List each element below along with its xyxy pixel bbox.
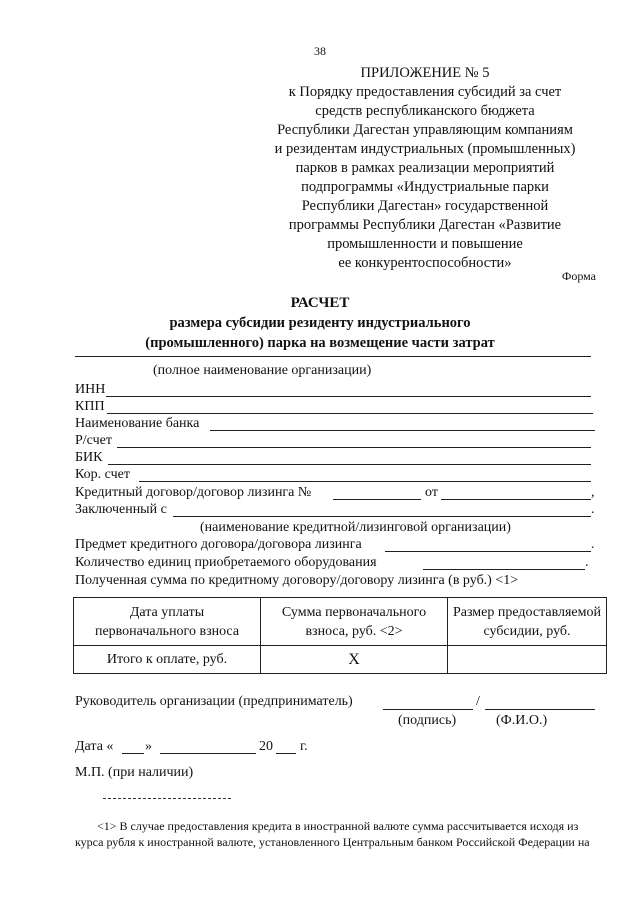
signature-slash: / — [476, 694, 480, 709]
kpp-input-line[interactable] — [107, 413, 593, 414]
kpp-field[interactable] — [75, 398, 595, 415]
table-header-row — [74, 598, 607, 646]
received-sum-label: Полученная сумма по кредитному договору/договору лизинга (в руб.) <1> — [75, 573, 519, 588]
date-year-line[interactable] — [276, 753, 296, 754]
ks-input-line[interactable] — [139, 481, 591, 482]
appendix-line: Республики Дагестан управляющим компаниям — [277, 122, 573, 138]
appendix-line: промышленности и повышение — [327, 236, 523, 252]
date-close-quote: » — [145, 739, 152, 754]
concluded-label: Заключенный с — [75, 502, 167, 517]
footnote-line: <1> В случае предоставления кредита в иностранной валюте сумма рассчитывается исходя из — [97, 819, 579, 833]
inn-label: ИНН — [75, 382, 106, 397]
form-label: Форма — [561, 269, 596, 283]
comma: , — [591, 485, 595, 500]
inn-field[interactable] — [75, 381, 595, 398]
calculation-table — [73, 597, 607, 674]
header-cell: Размер предоставляемой субсидии, руб. — [448, 598, 607, 646]
appendix-line: ПРИЛОЖЕНИЕ № 5 — [360, 65, 490, 81]
appendix-line: и резидентам индустриальных (промышленных) — [274, 141, 576, 157]
credit-number-line[interactable] — [333, 499, 421, 500]
title-line-1: РАСЧЕТ — [290, 295, 350, 311]
stamp-label: М.П. (при наличии) — [75, 765, 194, 780]
concluded-input-line[interactable] — [173, 516, 591, 517]
inn-input-line[interactable] — [106, 396, 591, 397]
table-row — [74, 646, 607, 674]
name-caption: (Ф.И.О.) — [496, 713, 548, 728]
title-line-2: размера субсидии резиденту индустриального — [169, 315, 471, 331]
signature-line[interactable] — [383, 709, 473, 710]
total-label-cell: Итого к оплате, руб. — [74, 646, 261, 674]
name-line[interactable] — [485, 709, 595, 710]
rs-input-line[interactable] — [117, 447, 591, 448]
quantity-label: Количество единиц приобретаемого оборудования — [75, 555, 377, 570]
bik-field[interactable] — [75, 449, 595, 466]
document-title — [0, 293, 640, 353]
bank-label: Наименование банка — [75, 416, 200, 431]
credit-contract-label: Кредитный договор/договор лизинга № — [75, 485, 312, 500]
sign-caption: (подпись) — [398, 713, 457, 728]
date-year-prefix: 20 — [259, 739, 273, 754]
bik-label: БИК — [75, 450, 103, 465]
subsidy-amount-cell[interactable] — [448, 646, 607, 674]
date-label: Дата « — [75, 739, 114, 754]
credit-from-label: от — [425, 485, 438, 500]
rs-label: Р/счет — [75, 433, 112, 448]
org-name-caption: (полное наименование организации) — [153, 363, 372, 378]
appendix-line: парков в рамках реализации мероприятий — [295, 160, 555, 176]
subject-label: Предмет кредитного договора/договора лизинга — [75, 537, 362, 552]
bank-input-line[interactable] — [210, 430, 595, 431]
date-year-suffix: г. — [300, 739, 308, 754]
rs-field[interactable] — [75, 432, 595, 449]
kpp-label: КПП — [75, 399, 105, 414]
ks-field[interactable] — [75, 466, 595, 483]
appendix-line: программы Республики Дагестан «Развитие — [288, 217, 562, 233]
date-day-line[interactable] — [122, 753, 144, 754]
bik-input-line[interactable] — [108, 464, 591, 465]
date-month-line[interactable] — [160, 753, 256, 754]
ks-label: Кор. счет — [75, 467, 130, 482]
total-mark-cell: X — [261, 646, 448, 674]
footnote-line: курса рубля к иностранной валюте, установленного Центральным банком Российской Федерации на — [75, 835, 590, 849]
period: . — [591, 502, 595, 517]
footnote — [75, 818, 600, 850]
concluded-field[interactable] — [75, 501, 595, 518]
subject-input-line[interactable] — [385, 551, 591, 552]
footnote-separator — [103, 798, 231, 799]
creditor-caption: (наименование кредитной/лизинговой организации) — [200, 520, 511, 535]
org-name-line[interactable] — [75, 356, 591, 357]
credit-date-line[interactable] — [441, 499, 591, 500]
appendix-line: ее конкурентоспособности» — [338, 255, 512, 271]
header-cell: Сумма первоначального взноса, руб. <2> — [261, 598, 448, 646]
appendix-block — [255, 64, 595, 273]
appendix-line: подпрограммы «Индустриальные парки — [301, 179, 549, 195]
appendix-line: к Порядку предоставления субсидий за счет — [288, 84, 562, 100]
page-number: 38 — [314, 44, 326, 58]
header-cell: Дата уплаты первоначального взноса — [74, 598, 261, 646]
quantity-field[interactable] — [75, 554, 595, 571]
period: . — [585, 555, 589, 570]
head-signature-label: Руководитель организации (предприниматель) — [75, 694, 353, 709]
appendix-line: средств республиканского бюджета — [315, 103, 535, 119]
period: . — [591, 537, 595, 552]
quantity-input-line[interactable] — [423, 569, 585, 570]
bank-field[interactable] — [75, 415, 595, 432]
credit-contract-field[interactable] — [75, 484, 595, 501]
title-line-3: (промышленного) парка на возмещение части затрат — [145, 335, 495, 351]
subject-field[interactable] — [75, 536, 595, 553]
appendix-line: Республики Дагестан» государственной — [301, 198, 549, 214]
